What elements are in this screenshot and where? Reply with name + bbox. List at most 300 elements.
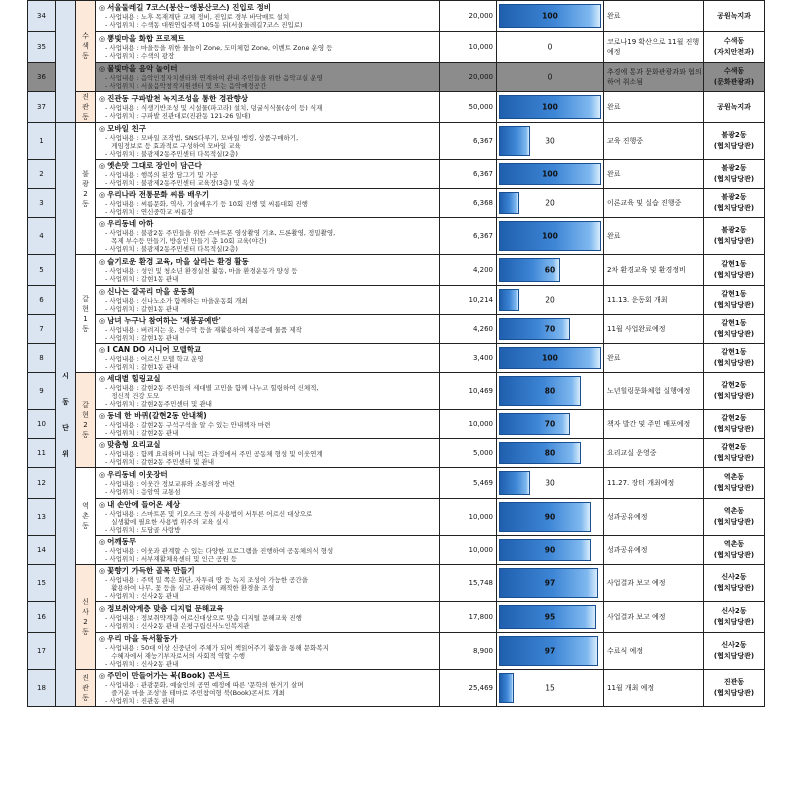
row-number: 2 xyxy=(28,160,56,189)
project-description xyxy=(96,1,440,32)
circle-bullet-icon: ◎ xyxy=(99,346,106,354)
department: 신사2동 (협치담당관) xyxy=(704,565,765,602)
project-detail-line: - 사업내용 : 음악인정자치센터와 연계하여 관내 주민들을 위한 음악교실 운영 xyxy=(105,74,323,82)
progress-bar-track xyxy=(499,636,601,666)
table-row xyxy=(28,315,765,344)
department: 수색동 (문화관광과) xyxy=(704,63,765,92)
project-detail-line: - 사업내용 : 50대 이상 신중년이 주체가 되어 책읽어주기 활동을 통해 문화복지 xyxy=(105,644,329,652)
row-number: 5 xyxy=(28,255,56,286)
project-detail-line: - 사업내용 : 어르신 모델 학교 운영 xyxy=(105,355,204,363)
budget-value: 4,200 xyxy=(440,255,497,286)
table-row xyxy=(28,633,765,670)
table-row xyxy=(28,344,765,373)
project-description xyxy=(96,468,440,499)
department: 갈현1동 (협치담당관) xyxy=(704,344,765,373)
project-title-text: 우리나라 전통문화 씨름 배우기 xyxy=(107,190,210,199)
project-title-text: 내 손안에 들어온 세상 xyxy=(107,500,181,509)
row-number: 36 xyxy=(28,63,56,92)
project-detail-line: - 사업내용 : 신나노소가 함께하는 마을운동회 개최 xyxy=(105,297,248,305)
progress-cell xyxy=(497,373,604,410)
progress-value: 80 xyxy=(544,448,556,458)
budget-value: 3,400 xyxy=(440,344,497,373)
department: 역촌동 (협치담당관) xyxy=(704,536,765,565)
circle-bullet-icon: ◎ xyxy=(99,412,106,420)
project-title-text: 정보취약계층 맞춤 디지털 문해교육 xyxy=(107,604,224,613)
project-detail-line: 수혜자에서 재능기부자로서의 사회적 역할 수행 xyxy=(105,652,246,660)
row-number: 11 xyxy=(28,439,56,468)
table-row xyxy=(28,32,765,63)
table-row xyxy=(28,536,765,565)
row-number: 13 xyxy=(28,499,56,536)
budget-value: 10,000 xyxy=(440,32,497,63)
progress-cell xyxy=(497,633,604,670)
circle-bullet-icon: ◎ xyxy=(99,4,106,12)
budget-value: 5,469 xyxy=(440,468,497,499)
row-number: 14 xyxy=(28,536,56,565)
row-number: 12 xyxy=(28,468,56,499)
project-title xyxy=(99,34,436,44)
table-row xyxy=(28,160,765,189)
table-row xyxy=(28,410,765,439)
department: 공원녹지과 xyxy=(704,92,765,123)
budget-value: 10,000 xyxy=(440,410,497,439)
row-number: 18 xyxy=(28,670,56,707)
progress-value: 80 xyxy=(544,386,556,396)
project-description xyxy=(96,255,440,286)
department: 갈현2동 (협치담당관) xyxy=(704,410,765,439)
budget-value: 10,000 xyxy=(440,499,497,536)
project-title-text: 신나는 갈곡리 마을 운동회 xyxy=(107,287,195,296)
progress-value: 70 xyxy=(544,419,556,429)
progress-value: 90 xyxy=(544,512,556,522)
table-row xyxy=(28,468,765,499)
project-title xyxy=(99,124,436,134)
status-note: 11월 개최 예정 xyxy=(604,670,704,707)
progress-cell xyxy=(497,32,604,63)
department: 불광2동 (협치담당관) xyxy=(704,189,765,218)
progress-bar-track xyxy=(499,163,601,185)
project-detail-line: - 사업내용 : 갈현2동 구석구석을 알 수 있는 안내책자 마련 xyxy=(105,421,271,429)
project-detail-line: 목제 부수등 만들기, 방송인 만들기 총 10회 교육(야간) xyxy=(105,237,267,245)
progress-bar-track xyxy=(499,258,601,282)
dong-label: 진 관 동 xyxy=(76,92,96,123)
department: 공원녹지과 xyxy=(704,1,765,32)
progress-bar-track xyxy=(499,442,601,464)
progress-cell xyxy=(497,160,604,189)
progress-cell xyxy=(497,123,604,160)
project-title xyxy=(99,190,436,200)
progress-value: 100 xyxy=(542,169,558,179)
project-detail-line: - 사업위치 : 수색동 대원연립주택 105동 뒤(서울둘레길7코스 진입로) xyxy=(105,21,303,29)
status-note: 사업결과 보고 예정 xyxy=(604,565,704,602)
circle-bullet-icon: ◎ xyxy=(99,95,106,103)
project-title xyxy=(99,3,436,13)
budget-value: 25,469 xyxy=(440,670,497,707)
progress-value: 90 xyxy=(544,545,556,555)
progress-value: 97 xyxy=(544,578,556,588)
project-detail-line: - 사업위치 : 갈현1동 관내 xyxy=(105,275,179,283)
budget-value: 15,748 xyxy=(440,565,497,602)
row-number: 7 xyxy=(28,315,56,344)
circle-bullet-icon: ◎ xyxy=(99,125,106,133)
department: 갈현1동 (협치담당관) xyxy=(704,255,765,286)
project-title-text: 서울둘레길 7코스(봉산~앵봉산코스) 진입로 정비 xyxy=(107,3,271,12)
project-title xyxy=(99,219,436,229)
project-detail-line: - 사업내용 : 행복의 된장 담그기 및 가공 xyxy=(105,171,219,179)
project-title xyxy=(99,161,436,171)
table-row xyxy=(28,123,765,160)
progress-bar-track xyxy=(499,568,601,598)
project-title-text: 동네 한 바퀴(갈현2동 안내책) xyxy=(107,411,207,420)
status-note: 11월 사업완료예정 xyxy=(604,315,704,344)
circle-bullet-icon: ◎ xyxy=(99,672,106,680)
project-detail-line: - 사업위치 : 응암역 교통섬 xyxy=(105,488,181,496)
progress-cell xyxy=(497,218,604,255)
row-number: 15 xyxy=(28,565,56,602)
progress-value: 100 xyxy=(542,102,558,112)
status-note: 11.27. 장터 개최예정 xyxy=(604,468,704,499)
project-detail-line: - 사업내용 : 씨름문화, 역사, 기술배우기 등 10회 진행 및 씨름대회 진행 xyxy=(105,200,308,208)
budget-value: 17,800 xyxy=(440,602,497,633)
project-detail-line: - 사업내용 : 정보취약계층 어르신대상으로 맞춤 디지털 문해교육 진행 xyxy=(105,614,302,622)
progress-value: 60 xyxy=(544,265,556,275)
project-detail-line: - 사업내용 : 성인 및 청소년 환경실천 활동, 마을 환경운동가 양성 등 xyxy=(105,267,298,275)
row-number: 9 xyxy=(28,373,56,410)
project-description xyxy=(96,410,440,439)
budget-value: 8,900 xyxy=(440,633,497,670)
project-detail-line: - 사업내용 : 갈현2동 주민들의 세대별 고민을 함께 나누고 힐링하여 신체적, xyxy=(105,384,319,392)
circle-bullet-icon: ◎ xyxy=(99,288,106,296)
dong-label: 신 사 2 동 xyxy=(76,565,96,670)
row-number: 6 xyxy=(28,286,56,315)
circle-bullet-icon: ◎ xyxy=(99,317,106,325)
table-row xyxy=(28,499,765,536)
department: 신사2동 (협치담당관) xyxy=(704,633,765,670)
circle-bullet-icon: ◎ xyxy=(99,605,106,613)
project-description xyxy=(96,160,440,189)
circle-bullet-icon: ◎ xyxy=(99,191,106,199)
project-detail-line: - 사업위치 : 갈현2동 관내 xyxy=(105,429,179,437)
progress-bar-track xyxy=(499,413,601,435)
project-detail-line: - 사업위치 : 불광제2동주민센터 교육장(3층) 및 옥상 xyxy=(105,179,255,187)
progress-cell xyxy=(497,439,604,468)
project-title-text: 물빛마을 음악 놀이터 xyxy=(107,64,178,73)
project-title-text: 꽃향기 가득한 골목 만들기 xyxy=(107,566,195,575)
status-note: 요리교실 운영중 xyxy=(604,439,704,468)
progress-bar-track xyxy=(499,318,601,340)
progress-value: 15 xyxy=(545,683,555,693)
progress-bar-track xyxy=(499,192,601,214)
progress-value: 100 xyxy=(542,353,558,363)
status-note: 완료 xyxy=(604,160,704,189)
circle-bullet-icon: ◎ xyxy=(99,220,106,228)
project-title xyxy=(99,287,436,297)
status-note: 책자 발간 및 주민 배포예정 xyxy=(604,410,704,439)
status-note: 코로나19 확산으로 11월 진행예정 xyxy=(604,32,704,63)
dong-label: 갈 현 2 동 xyxy=(76,373,96,468)
project-detail-line: - 사업위치 : 불광제2동주민센터 다목적실(2층) xyxy=(105,150,238,158)
project-description xyxy=(96,123,440,160)
budget-value: 6,367 xyxy=(440,218,497,255)
progress-cell xyxy=(497,468,604,499)
project-description xyxy=(96,565,440,602)
progress-cell xyxy=(497,344,604,373)
project-detail-line: - 사업위치 : 갈현1동 관내 xyxy=(105,363,179,371)
project-title-text: 옛손맛 그대로 장인이 담근다 xyxy=(107,161,202,170)
project-detail-line: - 사업위치 : 수색의 광장 xyxy=(105,52,175,60)
status-note: 성과공유예정 xyxy=(604,536,704,565)
project-description xyxy=(96,499,440,536)
project-table xyxy=(27,0,765,707)
unit-column xyxy=(56,1,76,123)
dong-label: 역 촌 동 xyxy=(76,468,96,565)
row-number: 34 xyxy=(28,1,56,32)
department: 불광2동 (협치담당관) xyxy=(704,123,765,160)
budget-value: 6,368 xyxy=(440,189,497,218)
project-detail-line: - 사업위치 : 서부재활체육센터 및 인근 공원 등 xyxy=(105,555,238,563)
project-title xyxy=(99,94,436,104)
department: 역촌동 (협치담당관) xyxy=(704,499,765,536)
project-title-text: 진관동 구파발천 녹지조성을 통한 경관향상 xyxy=(107,94,248,103)
project-description xyxy=(96,439,440,468)
project-detail-line: - 사업위치 : 진관동 관내 xyxy=(105,697,175,705)
progress-cell xyxy=(497,189,604,218)
project-detail-line: - 사업위치 : 도담골 사랑방 xyxy=(105,526,181,534)
progress-value: 20 xyxy=(545,198,555,208)
status-note: 성과공유예정 xyxy=(604,499,704,536)
progress-bar-track xyxy=(499,471,601,495)
status-note: 교육 진행중 xyxy=(604,123,704,160)
department: 신사2동 (협치담당관) xyxy=(704,602,765,633)
department: 진관동 (협치담당관) xyxy=(704,670,765,707)
circle-bullet-icon: ◎ xyxy=(99,162,106,170)
progress-bar-track xyxy=(499,126,601,156)
progress-bar-track xyxy=(499,376,601,406)
project-detail-line: - 사업위치 : 신사2동 관내 xyxy=(105,592,179,600)
circle-bullet-icon: ◎ xyxy=(99,635,106,643)
row-number: 8 xyxy=(28,344,56,373)
row-number: 17 xyxy=(28,633,56,670)
progress-bar-track xyxy=(499,95,601,119)
row-number: 3 xyxy=(28,189,56,218)
progress-cell xyxy=(497,536,604,565)
progress-value: 0 xyxy=(547,42,553,52)
table-row xyxy=(28,670,765,707)
budget-value: 10,000 xyxy=(440,536,497,565)
progress-cell xyxy=(497,670,604,707)
project-description xyxy=(96,315,440,344)
progress-cell xyxy=(497,286,604,315)
budget-value: 50,000 xyxy=(440,92,497,123)
project-detail-line: 게임정보로 등 효과적로 구성하여 모바일 교육 xyxy=(105,142,241,150)
budget-value: 6,367 xyxy=(440,160,497,189)
progress-cell xyxy=(497,92,604,123)
project-detail-line: - 사업위치 : 갈현2동 주민센터 및 관내 xyxy=(105,458,214,466)
status-note: 2차 환경교육 및 환경정비 xyxy=(604,255,704,286)
budget-value: 4,260 xyxy=(440,315,497,344)
project-title-text: 우리동네 아하 xyxy=(107,219,154,228)
progress-bar-track xyxy=(499,35,601,59)
project-detail-line: - 사업위치 : 서울음악창작지원센터 및 또는 음악예정공간 xyxy=(105,82,267,90)
circle-bullet-icon: ◎ xyxy=(99,501,106,509)
project-detail-line: - 사업위치 : 구파발 진관대로(진관동 121-26 일대) xyxy=(105,112,251,120)
circle-bullet-icon: ◎ xyxy=(99,35,106,43)
circle-bullet-icon: ◎ xyxy=(99,538,106,546)
status-note: 수료식 예정 xyxy=(604,633,704,670)
project-title-text: 슬기로운 환경 교육, 마을 살리는 환경 활동 xyxy=(107,257,249,266)
project-description xyxy=(96,63,440,92)
budget-value: 6,367 xyxy=(440,123,497,160)
status-note: 사업결과 보고 예정 xyxy=(604,602,704,633)
project-title xyxy=(99,537,436,547)
row-number: 1 xyxy=(28,123,56,160)
project-detail-line: - 사업위치 : 갈현1동 관내 xyxy=(105,305,179,313)
project-title xyxy=(99,345,436,355)
table-row xyxy=(28,286,765,315)
department: 불광2동 (협치담당관) xyxy=(704,160,765,189)
project-detail-line: - 사업내용 : 관광문화, 예술인의 공연 예정에 따른 '문학의 한거기 살며 xyxy=(105,681,304,689)
project-title xyxy=(99,316,436,326)
project-detail-line: 활용하여 나무, 꽃 등을 심고 관리하여 쾌적한 환경을 조성 xyxy=(105,584,275,592)
project-title-text: 뽕빛마을 화합 프로젝트 xyxy=(107,34,185,43)
project-title-text: 어깨동무 xyxy=(107,537,137,546)
dong-label: 불 광 2 동 xyxy=(76,123,96,255)
project-title-text: 세대별 힐링교실 xyxy=(107,374,161,383)
status-note: 완료 xyxy=(604,344,704,373)
progress-cell xyxy=(497,565,604,602)
project-title-text: 우리 마을 독서활동가 xyxy=(107,634,178,643)
progress-value: 30 xyxy=(545,478,555,488)
status-note: 노년힐링문화체험 실행예정 xyxy=(604,373,704,410)
circle-bullet-icon: ◎ xyxy=(99,441,106,449)
project-title xyxy=(99,64,436,74)
table-row xyxy=(28,63,765,92)
project-title-text: I CAN DO 시니어 모델학교 xyxy=(107,345,202,354)
project-description xyxy=(96,373,440,410)
project-detail-line: - 사업위치 : 신사2동 관내 xyxy=(105,660,179,668)
project-title-text: 주민이 만들어가는 북(Book) 콘서트 xyxy=(107,671,230,680)
table-row xyxy=(28,255,765,286)
project-detail-line: - 사업위치 : 갈현1동 관내 xyxy=(105,334,179,342)
project-title xyxy=(99,671,436,681)
row-number: 4 xyxy=(28,218,56,255)
project-detail-line: - 사업위치 : 연신중학교 씨름장 xyxy=(105,208,194,216)
progress-value: 100 xyxy=(542,231,558,241)
progress-bar-track xyxy=(499,221,601,251)
table-row xyxy=(28,189,765,218)
circle-bullet-icon: ◎ xyxy=(99,567,106,575)
project-detail-line: 정신적 건강 도모 xyxy=(105,392,160,400)
table-row xyxy=(28,439,765,468)
project-detail-line: - 사업내용 : 스마트폰 및 키오스크 등의 사용법이 서투른 어르신 대상으로 xyxy=(105,510,313,518)
budget-value: 20,000 xyxy=(440,1,497,32)
project-description xyxy=(96,344,440,373)
status-note: 11.13. 운동회 개최 xyxy=(604,286,704,315)
progress-bar-track xyxy=(499,4,601,28)
project-detail-line: - 사업위치 : 갈현2동주민센터 및 관내 xyxy=(105,400,212,408)
circle-bullet-icon: ◎ xyxy=(99,471,106,479)
department: 수색동 (자치안전과) xyxy=(704,32,765,63)
project-title xyxy=(99,604,436,614)
progress-cell xyxy=(497,255,604,286)
project-detail-line: - 사업내용 : 노후 목재계단 교체 정비, 진입로 경부 바닥매트 설치 xyxy=(105,13,290,21)
progress-value: 20 xyxy=(545,295,555,305)
project-title-text: 모바일 친구 xyxy=(107,124,146,133)
project-description xyxy=(96,92,440,123)
row-number: 37 xyxy=(28,92,56,123)
project-detail-line: - 사업내용 : 주택 밀 쪽은 화단, 자투리 땅 등 녹지 조성이 가능한 공간을 xyxy=(105,576,308,584)
status-note: 완료 xyxy=(604,218,704,255)
project-title xyxy=(99,566,436,576)
project-title-text: 맞춤형 요리교실 xyxy=(107,440,161,449)
project-description xyxy=(96,189,440,218)
table-row xyxy=(28,1,765,32)
progress-value: 0 xyxy=(547,72,553,82)
row-number: 16 xyxy=(28,602,56,633)
department: 갈현2동 (협치담당관) xyxy=(704,439,765,468)
budget-value: 5,000 xyxy=(440,439,497,468)
project-detail-line: 실생활에 필요한 사용법 위주의 교육 실시 xyxy=(105,518,229,526)
department: 역촌동 (협치담당관) xyxy=(704,468,765,499)
status-note: 추경에 통과 문화관광과와 협의하여 취소됨 xyxy=(604,63,704,92)
progress-bar-track xyxy=(499,66,601,88)
project-title xyxy=(99,440,436,450)
project-description xyxy=(96,602,440,633)
progress-cell xyxy=(497,499,604,536)
progress-cell xyxy=(497,602,604,633)
department: 불광2동 (협치담당관) xyxy=(704,218,765,255)
project-detail-line: - 사업내용 : 이웃간 정보교류와 소통의장 마련 xyxy=(105,480,235,488)
project-description xyxy=(96,286,440,315)
project-detail-line: - 사업위치 : 불광제2동주민센터 다목적실(2층) xyxy=(105,245,238,253)
progress-bar-track xyxy=(499,502,601,532)
table-row xyxy=(28,218,765,255)
project-detail-line: - 사업내용 : 버려지는 옷, 천수막 등을 재활용하여 재봉공예 물품 제작 xyxy=(105,326,302,334)
project-title-text: 우리동네 이웃장터 xyxy=(107,470,168,479)
status-note: 이론교육 및 실습 진행중 xyxy=(604,189,704,218)
department: 갈현1동 (협치담당관) xyxy=(704,315,765,344)
status-note: 완료 xyxy=(604,1,704,32)
project-detail-line: 즐거운 마을 조성'을 테마로 주민참여형 북(Book)콘서트 개최 xyxy=(105,689,285,697)
project-title xyxy=(99,411,436,421)
project-detail-line: - 사업내용 : 불광2동 주민들을 위한 스마트폰 영상촬영 기초, 드론촬영, 정밀촬영, xyxy=(105,229,336,237)
progress-bar-track xyxy=(499,605,601,629)
progress-cell xyxy=(497,63,604,92)
project-detail-line: - 사업내용 : 이웃과 관계할 수 있는 다양한 프로그램을 진행하여 공동체의식 형성 xyxy=(105,547,334,555)
progress-value: 95 xyxy=(544,612,556,622)
status-note: 완료 xyxy=(604,92,704,123)
table-row xyxy=(28,565,765,602)
progress-value: 97 xyxy=(544,646,556,656)
project-description xyxy=(96,670,440,707)
circle-bullet-icon: ◎ xyxy=(99,375,106,383)
project-title xyxy=(99,500,436,510)
project-description xyxy=(96,32,440,63)
budget-value: 10,469 xyxy=(440,373,497,410)
project-detail-line: - 사업내용 : 식생기반조성 및 시설물(파고라) 설치, 덩굴식식물(송이 등) 식재 xyxy=(105,104,323,112)
dong-label: 갈 현 1 동 xyxy=(76,255,96,373)
table-row xyxy=(28,602,765,633)
dong-label: 수 색 동 xyxy=(76,1,96,92)
progress-cell xyxy=(497,315,604,344)
progress-bar-track xyxy=(499,289,601,311)
project-detail-line: - 사업내용 : 함께 요리하며 나눠 먹는 과정에서 주민 공동체 형성 및 이웃연계 xyxy=(105,450,323,458)
circle-bullet-icon: ◎ xyxy=(99,65,106,73)
budget-value: 20,000 xyxy=(440,63,497,92)
project-detail-line: - 사업내용 : 마을등을 위한 물놀이 Zone, 도미체험 Zone, 이벤트 Zone 운영 등 xyxy=(105,44,333,52)
table-row xyxy=(28,92,765,123)
progress-value: 30 xyxy=(545,136,555,146)
